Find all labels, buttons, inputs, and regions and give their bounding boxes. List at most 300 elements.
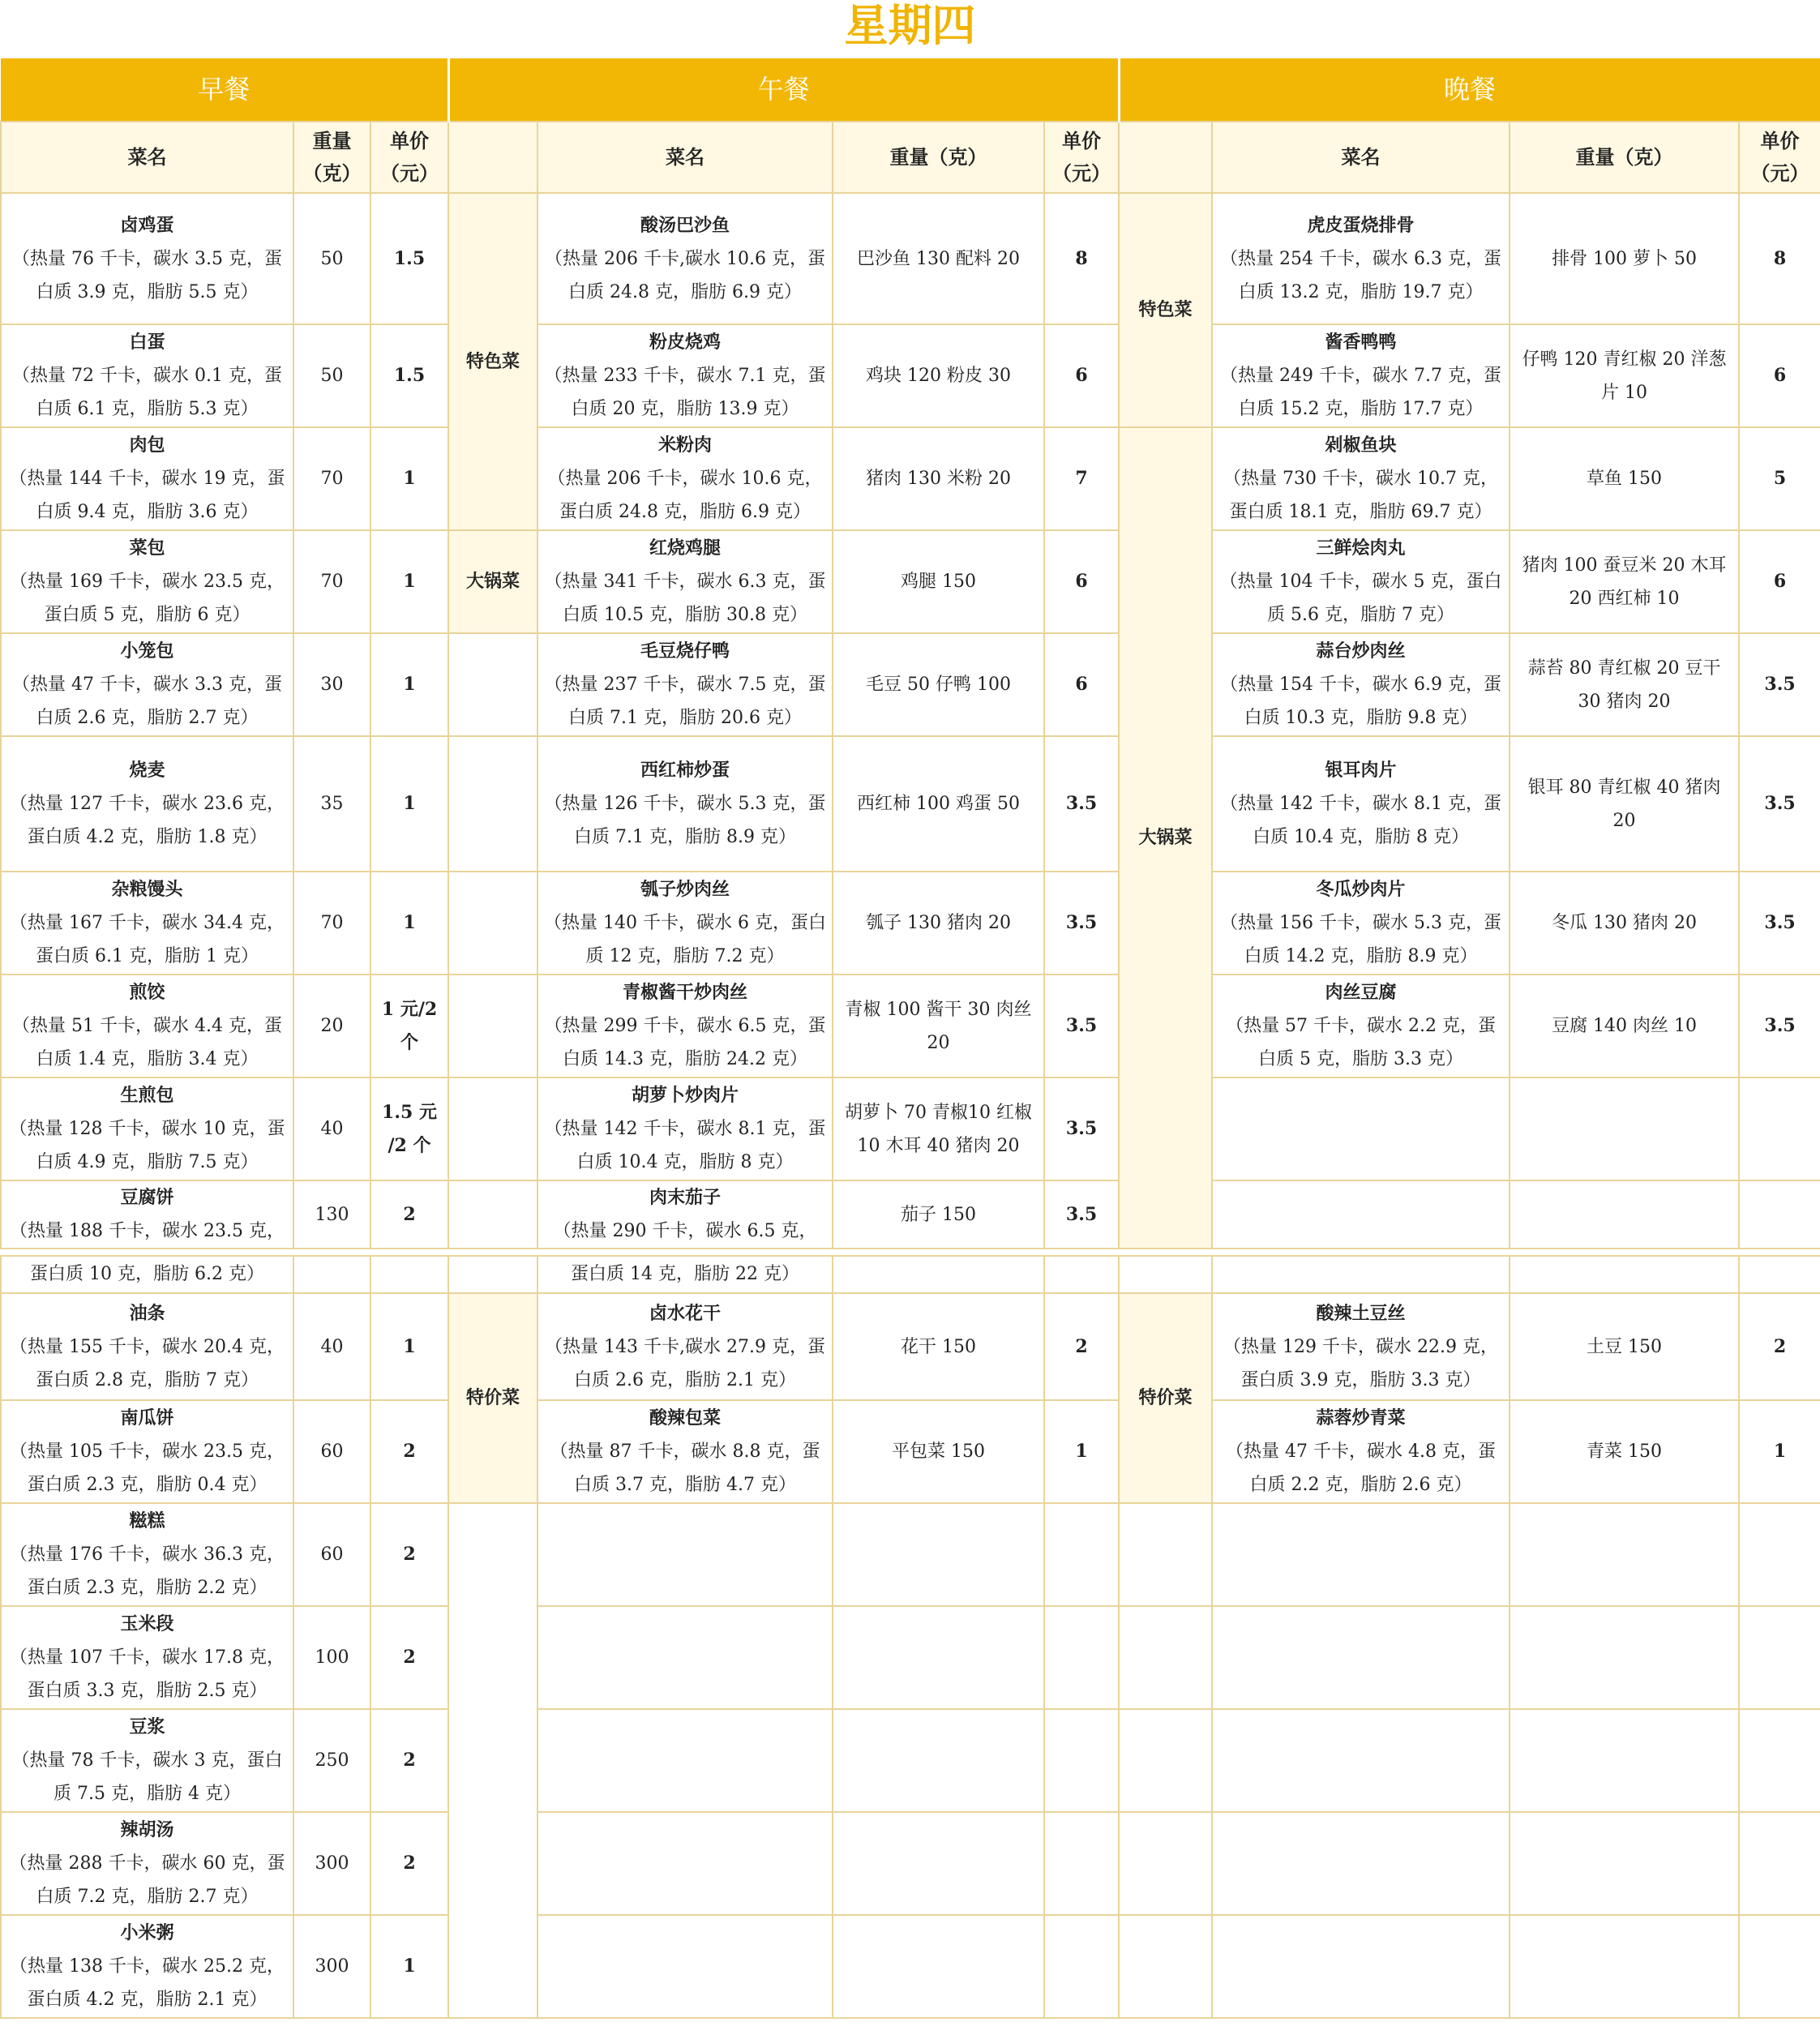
dish-nutrition: （热量 143 千卡,碳水 27.9 克，蛋白质 2.6 克，脂肪 2.1 克） [545,1336,825,1390]
weight-cell: 100 [293,1606,370,1709]
weight-cell: 瓠子 130 猪肉 20 [833,872,1044,975]
price-cell: 1 [370,1293,448,1400]
dish-cell [1,633,293,736]
dish-cell [537,633,833,736]
dish-name: 蒜台炒肉丝 [1316,640,1406,662]
dish-name: 卤水花干 [649,1302,721,1324]
empty-cell [1212,1606,1510,1709]
category-empty [448,1077,537,1180]
price-cell: 5 [1739,427,1820,530]
dish-cell [1212,1400,1510,1503]
price-cell: 6 [1739,530,1820,633]
dish-nutrition: （热量 299 千卡，碳水 6.5 克，蛋白质 14.3 克，脂肪 24.2 克） [544,1016,826,1069]
header-price-text: 单价 [1760,129,1800,152]
empty-cell [1510,1256,1739,1293]
header-name: 菜名 [537,122,833,193]
dish-name: 银耳肉片 [1325,760,1397,781]
dish-nutrition: （热量 87 千卡，碳水 8.8 克，蛋白质 3.7 克，脂肪 4.7 克） [550,1442,820,1495]
price-cell: 3.5 [1739,975,1820,1077]
weight-cell: 60 [293,1503,370,1606]
empty-cell [833,1812,1044,1915]
dish-cell [1,1915,293,2018]
dish-name: 玉米段 [120,1613,174,1634]
dish-cell [1,1606,293,1709]
empty-cell [293,1256,370,1293]
dish-name: 胡萝卜炒肉片 [632,1085,739,1106]
price-cell: 1 [1044,1400,1119,1503]
weight-cell: 土豆 150 [1510,1293,1739,1400]
empty-cell [1044,1709,1119,1812]
header-weight: 重量（克） [1510,122,1739,193]
price-cell: 1 [370,1915,448,2018]
price-cell: 6 [1044,324,1119,427]
dish-name: 粉皮烧鸡 [649,332,722,353]
header-weight [293,122,370,193]
empty-cell [833,1606,1044,1709]
empty-cell [1119,1256,1212,1293]
empty-cell [1510,1180,1739,1249]
weight-cell: 平包菜 150 [833,1400,1044,1503]
dish-cell [537,1293,833,1400]
table-row [1,736,1820,872]
weight-cell: 冬瓜 130 猪肉 20 [1510,872,1739,975]
category-special: 特色菜 [1119,193,1212,427]
dish-cell [1,736,293,872]
dish-name: 卤鸡蛋 [120,214,174,236]
dish-cell [1212,427,1510,530]
price-cell: 3.5 [1739,736,1820,872]
header-name: 菜名 [1212,122,1510,193]
table-row [1,975,1820,1077]
category-empty [1119,1606,1212,1709]
empty-cell [1510,1606,1739,1709]
table-row [1,1915,1820,2018]
dish-cell [537,193,833,324]
menu-table-continued [0,1255,1820,2019]
price-cell: 1.5 [370,324,448,427]
dish-cell [537,736,833,872]
dish-name: 三鲜烩肉丸 [1316,538,1406,559]
dish-cell [1,530,293,633]
dish-nutrition: （热量 206 千卡,碳水 10.6 克，蛋白质 24.8 克，脂肪 6.9 克） [545,248,825,302]
dish-name: 米粉肉 [658,435,713,456]
dish-name: 酱香鸭鸭 [1325,332,1397,353]
dish-nutrition: （热量 730 千卡，碳水 10.7 克，蛋白质 18.1 克，脂肪 69.7 克） [1223,469,1499,522]
dish-nutrition: （热量 76 千卡，碳水 3.5 克，蛋白质 3.9 克，脂肪 5.5 克） [12,248,282,302]
dish-nutrition: （热量 288 千卡，碳水 60 克，蛋白质 7.2 克，脂肪 2.7 克） [9,1853,285,1907]
price-cell: 1 [370,633,448,736]
weight-cell: 西红柿 100 鸡蛋 50 [833,736,1044,872]
dish-nutrition: （热量 142 千卡，碳水 8.1 克，蛋白质 10.4 克，脂肪 8 克） [544,1119,826,1172]
dish-nutrition: （热量 57 千卡，碳水 2.2 克，蛋白质 5 克，脂肪 3.3 克） [1226,1016,1497,1069]
dish-cell [1,975,293,1077]
table-row [1,1180,1820,1249]
weight-cell: 50 [293,193,370,324]
dish-nutrition: （热量 127 千卡，碳水 23.6 克，蛋白质 4.2 克，脂肪 1.8 克） [10,794,285,847]
table-row [1,324,1820,427]
empty-cell [1212,1812,1510,1915]
empty-cell [1739,1812,1820,1915]
empty-cell [1739,1256,1820,1293]
category-empty [448,975,537,1077]
menu-table [0,58,1820,1249]
empty-cell [1212,1503,1510,1606]
weight-cell: 仔鸭 120 青红椒 20 洋葱片 10 [1510,324,1739,427]
weight-cell: 豆腐 140 肉丝 10 [1510,975,1739,1077]
category-empty [1119,1709,1212,1812]
empty-cell [537,1915,833,2018]
empty-cell [833,1915,1044,2018]
header-price [370,122,448,193]
empty-cell [1044,1812,1119,1915]
empty-cell [1510,1077,1739,1180]
weight-cell: 300 [293,1812,370,1915]
category-empty [448,1503,537,2018]
dish-name: 杂粮馒头 [111,879,183,900]
dish-name: 西红柿炒蛋 [640,760,730,781]
price-cell: 2 [370,1400,448,1503]
price-cell: 6 [1739,324,1820,427]
weight-cell: 250 [293,1709,370,1812]
dish-name: 肉包 [129,435,165,456]
dish-cell [1212,975,1510,1077]
dish-name: 白蛋 [129,332,165,353]
weight-cell: 20 [293,975,370,1077]
empty-cell [1510,1915,1739,2018]
empty-cell [833,1256,1044,1293]
empty-cell [1212,1180,1510,1249]
continuation-row [1,1256,1820,1293]
dish-nutrition: （热量 233 千卡，碳水 7.1 克，蛋白质 20 克，脂肪 13.9 克） [544,366,826,419]
price-cell: 2 [370,1180,448,1249]
empty-cell [1044,1503,1119,1606]
price-cell: 1 [370,736,448,872]
price-cell: 3.5 [1044,872,1119,975]
dish-nutrition: （热量 105 千卡，碳水 23.5 克，蛋白质 2.3 克，脂肪 0.4 克） [10,1442,285,1495]
empty-cell [1739,1709,1820,1812]
price-cell: 1.5 [370,193,448,324]
header-price [1044,122,1119,193]
dish-nutrition: （热量 237 千卡，碳水 7.5 克，蛋白质 7.1 克，脂肪 20.6 克） [544,675,826,728]
weight-cell: 银耳 80 青红椒 40 猪肉 20 [1510,736,1739,872]
weight-cell: 30 [293,633,370,736]
dish-nutrition: （热量 156 千卡，碳水 5.3 克，蛋白质 14.2 克，脂肪 8.9 克） [1220,913,1502,966]
price-cell: 8 [1739,193,1820,324]
dish-name: 肉末茄子 [649,1187,722,1208]
dish-nutrition: （热量 155 千卡，碳水 20.4 克，蛋白质 2.8 克，脂肪 7 克） [10,1336,285,1390]
dish-nutrition: （热量 167 千卡，碳水 34.4 克，蛋白质 6.1 克，脂肪 1 克） [10,913,285,966]
weight-cell: 巴沙鱼 130 配料 20 [833,193,1044,324]
dish-cell [1,1180,293,1249]
dish-nutrition: （热量 169 千卡，碳水 23.5 克，蛋白质 5 克，脂肪 6 克） [10,572,285,625]
price-cell: 2 [370,1812,448,1915]
table-row [1,1293,1820,1400]
dish-cell [537,1180,833,1249]
category-empty [1119,1503,1212,1606]
empty-cell [1739,1077,1820,1180]
price-cell: 2 [370,1606,448,1709]
empty-cell [1739,1915,1820,2018]
dish-cell [1,872,293,975]
empty-cell [1739,1503,1820,1606]
dish-nutrition: （热量 176 千卡，碳水 36.3 克，蛋白质 2.3 克，脂肪 2.2 克） [10,1544,285,1598]
table-row [1,1400,1820,1503]
meal-lunch: 午餐 [448,58,1119,122]
header-price-text: 单价 [1062,129,1102,152]
empty-cell [537,1606,833,1709]
dish-nutrition: （热量 129 千卡，碳水 22.9 克，蛋白质 3.9 克，脂肪 3.3 克） [1223,1336,1498,1390]
dish-cell [1212,872,1510,975]
header-name: 菜名 [1,122,293,193]
dish-cell [537,530,833,633]
empty-cell [448,1256,537,1293]
weight-cell: 70 [293,530,370,633]
price-cell: 8 [1044,193,1119,324]
empty-cell [1510,1812,1739,1915]
dish-name: 红烧鸡腿 [649,538,722,559]
weight-cell: 70 [293,872,370,975]
empty-cell [1739,1606,1820,1709]
category-empty [448,872,537,975]
dish-name: 糍糕 [129,1510,165,1531]
category-special: 特色菜 [448,193,537,530]
dish-nutrition: （热量 138 千卡，碳水 25.2 克，蛋白质 4.2 克，脂肪 2.1 克） [10,1956,285,2010]
dish-name: 瓠子炒肉丝 [640,879,730,900]
dish-name: 剁椒鱼块 [1325,435,1397,456]
dish-nutrition: （热量 206 千卡，碳水 10.6 克，蛋白质 24.8 克，脂肪 6.9 克） [547,469,823,522]
dish-name: 肉丝豆腐 [1325,982,1397,1003]
dish-nutrition: （热量 140 千卡，碳水 6 克，蛋白质 12 克，脂肪 7.2 克） [544,913,827,966]
header-category [448,122,537,193]
table-row [1,872,1820,975]
dish-name: 菜包 [129,538,165,559]
empty-cell [1044,1606,1119,1709]
empty-cell [1044,1915,1119,2018]
meal-dinner: 晚餐 [1119,58,1820,122]
price-cell: 2 [370,1709,448,1812]
meal-header-row [1,58,1820,122]
category-discount: 特价菜 [448,1293,537,1503]
dish-name: 辣胡汤 [120,1819,174,1840]
dish-name: 冬瓜炒肉片 [1316,879,1406,900]
dish-name: 油条 [129,1302,165,1324]
dish-nutrition: （热量 249 千卡，碳水 7.7 克，蛋白质 15.2 克，脂肪 17.7 克） [1220,366,1502,419]
dish-cell [537,324,833,427]
weight-cell: 排骨 100 萝卜 50 [1510,193,1739,324]
empty-cell [1212,1077,1510,1180]
dish-nutrition: （热量 47 千卡，碳水 4.8 克，蛋白质 2.2 克，脂肪 2.6 克） [1226,1442,1496,1495]
category-bigpot: 大锅菜 [1119,427,1212,1249]
dish-cell [1,193,293,324]
weight-cell: 40 [293,1077,370,1180]
dish-cell [1212,530,1510,633]
weight-cell: 猪肉 130 米粉 20 [833,427,1044,530]
price-cell: 3.5 [1044,1180,1119,1249]
weight-cell: 毛豆 50 仔鸭 100 [833,633,1044,736]
dish-cell [1,1293,293,1400]
dish-cell [1212,193,1510,324]
weight-cell: 青菜 150 [1510,1400,1739,1503]
weight-cell: 60 [293,1400,370,1503]
weight-cell: 35 [293,736,370,872]
empty-cell [1212,1915,1510,2018]
empty-cell [1510,1709,1739,1812]
dish-name: 烧麦 [129,760,165,781]
table-row [1,530,1820,633]
dish-name: 豆浆 [129,1716,165,1737]
price-cell: 1.5 元 /2 个 [370,1077,448,1180]
dish-cell [1212,1293,1510,1400]
dish-cell [537,1400,833,1503]
dish-name: 生煎包 [120,1085,174,1106]
category-bigpot: 大锅菜 [448,530,537,633]
dish-name: 酸汤巴沙鱼 [640,214,730,236]
dish-cell [1212,633,1510,736]
header-price-unit: （元） [1750,161,1809,185]
header-price-unit: （元） [380,161,439,185]
weight-cell: 茄子 150 [833,1180,1044,1249]
dish-nutrition: （热量 341 千卡，碳水 6.3 克，蛋白质 10.5 克，脂肪 30.8 克） [544,572,826,625]
empty-cell [833,1503,1044,1606]
dish-name: 虎皮蛋烧排骨 [1307,214,1415,236]
category-discount: 特价菜 [1119,1293,1212,1503]
dish-name: 青椒酱干炒肉丝 [623,982,748,1003]
lunch-continued: 蛋白质 14 克，脂肪 22 克） [537,1256,833,1293]
header-price [1739,122,1820,193]
price-cell: 1 [370,872,448,975]
dish-cell [1212,324,1510,427]
dish-cell [1212,736,1510,872]
weight-cell: 40 [293,1293,370,1400]
dish-nutrition: （热量 290 千卡，碳水 6.5 克， [553,1221,817,1241]
price-cell: 1 [370,530,448,633]
weight-cell: 花干 150 [833,1293,1044,1400]
dish-cell [1,1812,293,1915]
dish-name: 煎饺 [129,982,165,1003]
price-cell: 3.5 [1044,736,1119,872]
dish-nutrition: （热量 254 千卡，碳水 6.3 克，蛋白质 13.2 克，脂肪 19.7 克） [1220,248,1502,302]
price-cell: 2 [1044,1293,1119,1400]
dish-nutrition: （热量 47 千卡，碳水 3.3 克，蛋白质 2.6 克，脂肪 2.7 克） [12,675,282,728]
price-cell: 6 [1044,633,1119,736]
dish-name: 南瓜饼 [120,1407,174,1429]
empty-cell [537,1709,833,1812]
dish-name: 豆腐饼 [120,1187,174,1208]
table-row [1,1606,1820,1709]
dish-cell [1,324,293,427]
header-weight-text: 重量 [312,129,352,152]
empty-cell [1510,1503,1739,1606]
header-price-unit: （元） [1052,161,1111,185]
empty-cell [537,1503,833,1606]
dish-nutrition: （热量 107 千卡，碳水 17.8 克，蛋白质 3.3 克，脂肪 2.5 克） [10,1647,285,1701]
dish-nutrition: （热量 126 千卡，碳水 5.3 克，蛋白质 7.1 克，脂肪 8.9 克） [544,794,826,847]
dish-cell [1,1400,293,1503]
category-empty [448,1180,537,1249]
dish-nutrition: （热量 72 千卡，碳水 0.1 克，蛋白质 6.1 克，脂肪 5.3 克） [12,366,282,419]
weight-cell: 草鱼 150 [1510,427,1739,530]
dish-name: 蒜蓉炒青菜 [1316,1407,1406,1429]
dish-cell [537,872,833,975]
header-category [1119,122,1212,193]
table-row [1,193,1820,324]
header-price-text: 单价 [390,129,430,152]
price-cell: 2 [1739,1293,1820,1400]
table-row [1,1077,1820,1180]
page-title: 星期四 [844,0,976,51]
weight-cell: 70 [293,427,370,530]
dish-nutrition: （热量 142 千卡，碳水 8.1 克，蛋白质 10.4 克，脂肪 8 克） [1220,794,1502,847]
dish-cell [1,1709,293,1812]
empty-cell [1044,1256,1119,1293]
price-cell: 1 元/2 个 [370,975,448,1077]
dish-cell [537,427,833,530]
dish-name: 酸辣土豆丝 [1316,1302,1406,1324]
dish-nutrition: （热量 78 千卡，碳水 3 克，蛋白质 7.5 克，脂肪 4 克） [11,1750,283,1804]
price-cell: 3.5 [1739,633,1820,736]
dish-name: 小米粥 [120,1922,174,1943]
dish-nutrition: （热量 104 千卡，碳水 5 克，蛋白质 5.6 克，脂肪 7 克） [1219,572,1502,625]
dish-cell [1,427,293,530]
category-empty [1119,1915,1212,2018]
empty-cell [1212,1256,1510,1293]
price-cell: 3.5 [1044,1077,1119,1180]
dish-name: 毛豆烧仔鸭 [640,640,730,662]
header-weight: 重量（克） [833,122,1044,193]
category-empty [1119,1812,1212,1915]
weight-cell: 300 [293,1915,370,2018]
empty-cell [537,1812,833,1915]
price-cell: 1 [370,427,448,530]
dish-cell [537,975,833,1077]
price-cell: 1 [1739,1400,1820,1503]
weight-cell: 鸡腿 150 [833,530,1044,633]
empty-cell [1739,1180,1820,1249]
empty-cell [833,1709,1044,1812]
dish-nutrition: （热量 128 千卡，碳水 10 克，蛋白质 4.9 克，脂肪 7.5 克） [9,1119,285,1172]
dish-nutrition: （热量 51 千卡，碳水 4.4 克，蛋白质 1.4 克，脂肪 3.4 克） [12,1016,282,1069]
table-row [1,427,1820,530]
weight-cell: 50 [293,324,370,427]
weight-cell: 青椒 100 酱干 30 肉丝 20 [833,975,1044,1077]
weight-cell: 130 [293,1180,370,1249]
price-cell: 3.5 [1044,975,1119,1077]
category-empty [448,633,537,736]
price-cell: 3.5 [1739,872,1820,975]
weight-cell: 胡萝卜 70 青椒10 红椒 10 木耳 40 猪肉 20 [833,1077,1044,1180]
empty-cell [370,1256,448,1293]
dish-name: 酸辣包菜 [649,1407,721,1429]
table-row [1,1709,1820,1812]
category-empty [448,736,537,872]
table-row [1,1503,1820,1606]
price-cell: 2 [370,1503,448,1606]
dish-cell [1,1077,293,1180]
column-header-row [1,122,1820,193]
meal-breakfast: 早餐 [1,58,448,122]
dish-nutrition: （热量 154 千卡，碳水 6.9 克，蛋白质 10.3 克，脂肪 9.8 克） [1220,675,1502,728]
dish-name: 小笼包 [120,640,174,662]
table-row [1,1812,1820,1915]
breakfast-continued: 蛋白质 10 克，脂肪 6.2 克） [1,1256,293,1293]
dish-nutrition: （热量 188 千卡，碳水 23.5 克， [10,1221,285,1241]
price-cell: 6 [1044,530,1119,633]
price-cell: 7 [1044,427,1119,530]
weight-cell: 蒜苔 80 青红椒 20 豆干 30 猪肉 20 [1510,633,1739,736]
weight-cell: 鸡块 120 粉皮 30 [833,324,1044,427]
empty-cell [1212,1709,1510,1812]
dish-cell [1,1503,293,1606]
